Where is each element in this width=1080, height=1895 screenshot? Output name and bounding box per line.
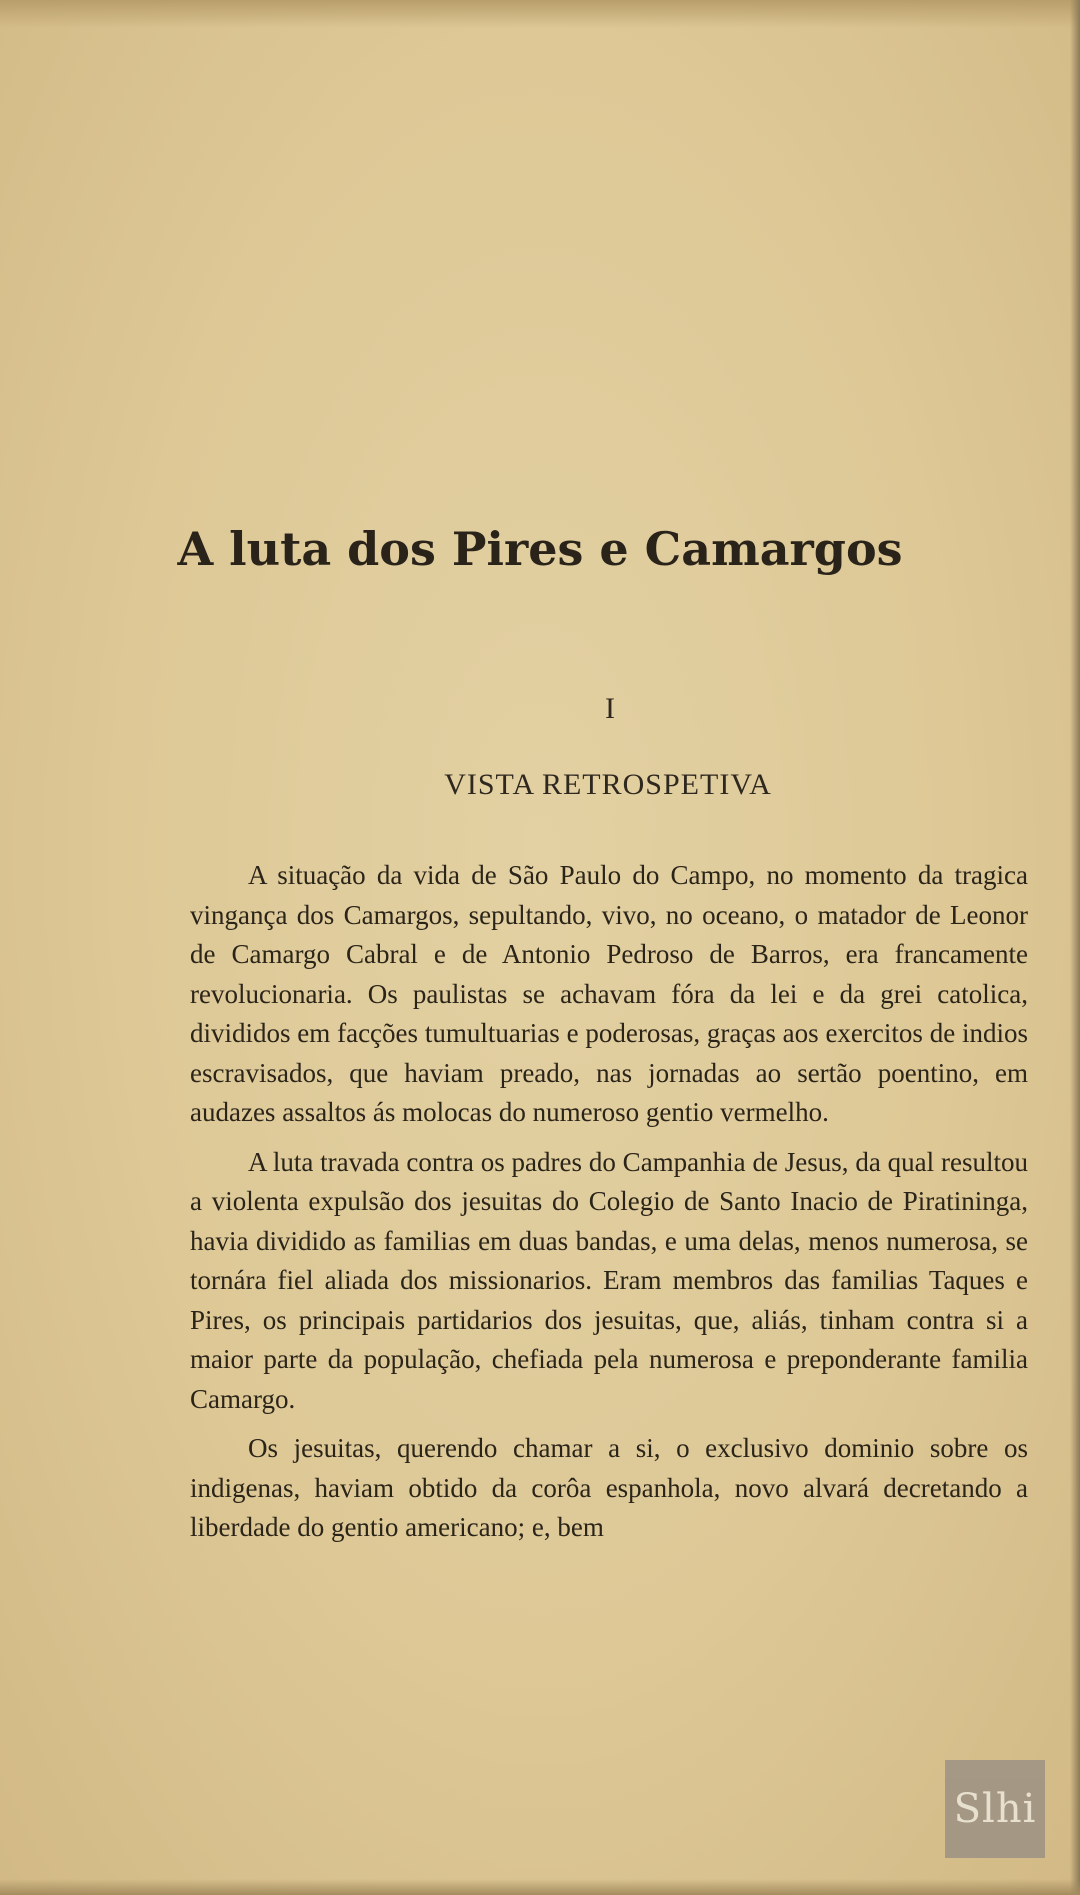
- watermark-logo: Slhi: [945, 1760, 1045, 1858]
- section-title: VISTA RETROSPETIVA: [444, 768, 772, 801]
- paragraph-2: A luta travada contra os padres do Campanhia de Jesus, da qual resultou a violenta expulsão dos jesuitas do Colegio de Santo Inacio de Piratininga, havia dividido as familias em duas bandas, e uma delas, menos numerosa, se tornára fiel aliada dos missionarios. Eram membros das familias Taques e Pires, os principais partidarios dos jesuitas, que, aliás, tinham contra si a maior parte da população, chefiada pela numerosa e preponderante familia Camargo.: [190, 1146, 1028, 1414]
- paragraph-1: A situação da vida de São Paulo do Campo, no momento da tragica vingança dos Camargos, sepultando, vivo, no oceano, o matador de Leonor de Camargo Cabral e de Antonio Pedroso de Barros, era francamente revolucionaria. Os paulistas se achavam fóra da lei e da grei catolica, divididos em facções tumultuarias e poderosas, graças aos exercitos de indios escravisados, que haviam preado, nas jornadas ao sertão poentino, em audazes assaltos ás molocas do numeroso gentio vermelho.: [190, 860, 1028, 1127]
- body-text: [190, 856, 1028, 1558]
- section-number: I: [605, 692, 615, 725]
- page-edge-right: [1070, 0, 1080, 1895]
- page-edge-top: [0, 0, 1080, 28]
- paragraph-3: Os jesuitas, querendo chamar a si, o exclusivo dominio sobre os indigenas, haviam obtido da corôa espanhola, novo alvará decretando a liberdade do gentio americano; e, bem: [190, 1433, 1028, 1542]
- page-edge-bottom: [0, 1879, 1080, 1895]
- chapter-title: A luta dos Pires e Camargos: [177, 522, 903, 576]
